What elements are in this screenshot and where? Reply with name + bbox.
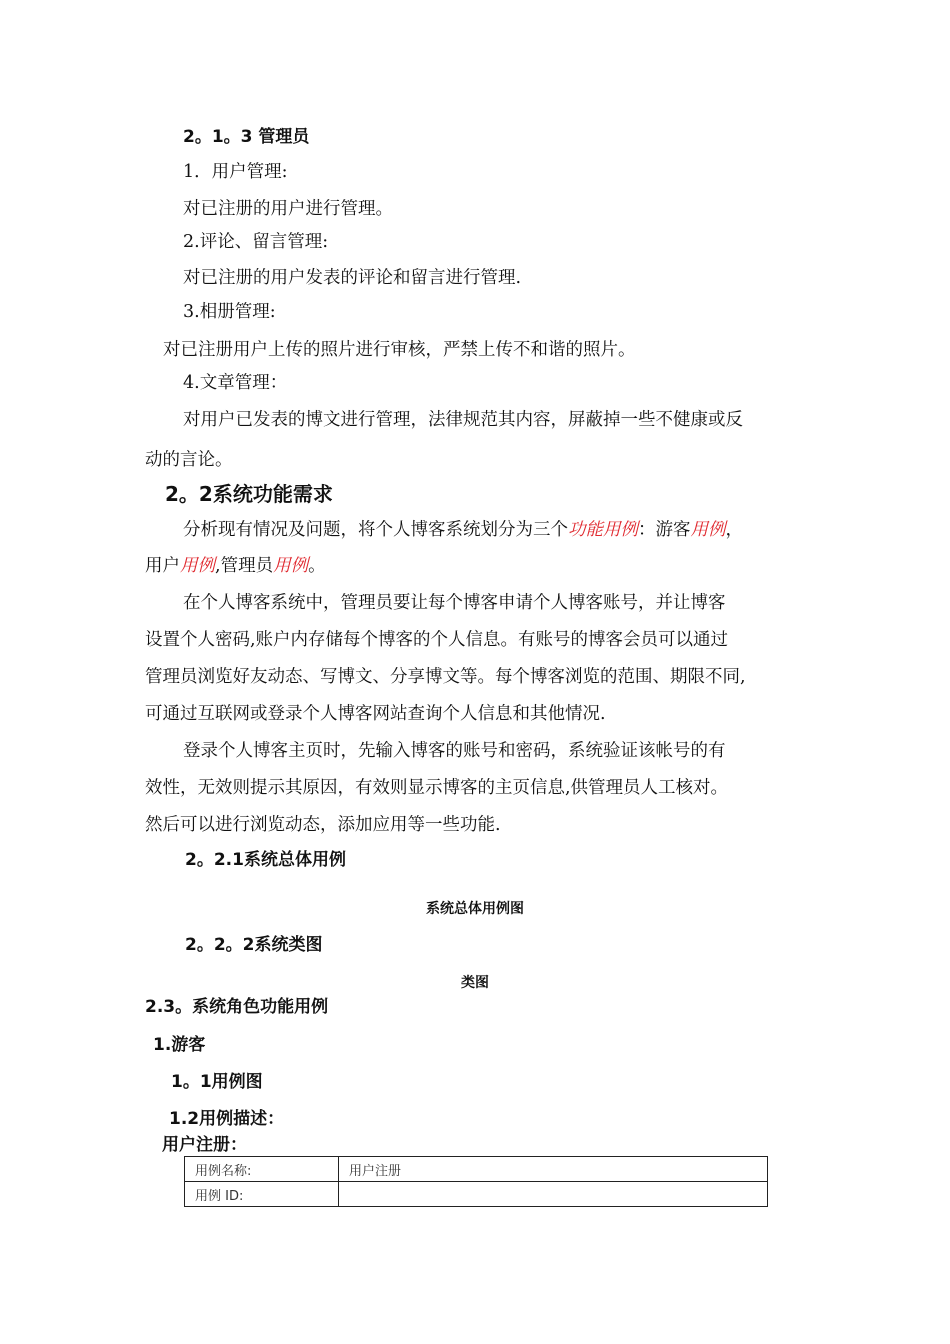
section-2-3-title: 2.3。系统角色功能用例 [145, 997, 329, 1017]
admin-item-1-desc: 对已注册的用户进行管理。 [183, 199, 393, 219]
figure-caption-class-diagram: 类图 [461, 975, 489, 991]
paragraph-2-line-3: 管理员浏览好友动态、写博文、分享博文等。每个博客浏览的范围、期限不同, [145, 667, 746, 687]
usecase-id-value [339, 1182, 768, 1207]
p1-emphasis-usecase-1: 用例 [690, 520, 726, 540]
paragraph-3-line-1: 登录个人博客主页时，先输入博客的账号和密码，系统验证该帐号的有 [183, 741, 726, 761]
usecase-table [184, 1156, 768, 1207]
usecase-diagram-title: 1。1用例图 [171, 1072, 263, 1092]
admin-item-2-heading: 2.评论、留言管理: [183, 232, 329, 252]
section-2-2-1-title: 2。2.1系统总体用例 [185, 850, 346, 870]
admin-item-1-heading: 1．用户管理: [183, 162, 288, 182]
p1-text-f: 。 [308, 556, 326, 576]
user-register-title: 用户注册： [162, 1135, 247, 1155]
p1-text-b: ：游客 [638, 520, 691, 540]
admin-item-4-desc-line1: 对用户已发表的博文进行管理，法律规范其内容，屏蔽掉一些不健康或反 [183, 410, 743, 430]
p1-text-c: ， [725, 520, 743, 540]
paragraph-3-line-3: 然后可以进行浏览动态，添加应用等一些功能. [145, 815, 501, 835]
usecase-name-value: 用户注册 [339, 1157, 768, 1182]
section-2-2-title: 2。2系统功能需求 [165, 482, 333, 506]
usecase-id-label: 用例 ID: [185, 1182, 339, 1207]
p1-text-d: 用户 [145, 556, 180, 576]
admin-item-4-desc-line2: 动的言论。 [145, 450, 233, 470]
section-2-2-2-title: 2。2。2系统类图 [185, 935, 323, 955]
section-2-1-3-title: 2。1。3 管理员 [183, 127, 310, 147]
figure-caption-overall-usecase: 系统总体用例图 [426, 901, 524, 917]
paragraph-1-line-1 [183, 518, 743, 542]
p1-emphasis-usecase-3: 用例 [273, 556, 309, 576]
p1-emphasis-function-usecase: 功能用例 [568, 520, 638, 540]
admin-item-3-heading: 3.相册管理: [183, 302, 276, 322]
paragraph-2-line-4: 可通过互联网或登录个人博客网站查询个人信息和其他情况. [145, 704, 606, 724]
admin-item-2-desc: 对已注册的用户发表的评论和留言进行管理. [183, 268, 522, 288]
usecase-description-title: 1.2用例描述： [169, 1109, 285, 1129]
usecase-name-label: 用例名称: [185, 1157, 339, 1182]
admin-item-3-desc: 对已注册用户上传的照片进行审核，严禁上传不和谐的照片。 [163, 340, 636, 360]
paragraph-2-line-1: 在个人博客系统中，管理员要让每个博客申请个人博客账号，并让博客 [183, 593, 726, 613]
p1-emphasis-usecase-2: 用例 [180, 556, 215, 576]
paragraph-1-line-2 [145, 554, 326, 578]
p1-text-a: 分析现有情况及问题，将个人博客系统划分为三个 [183, 520, 568, 540]
admin-item-4-heading: 4.文章管理： [183, 373, 288, 393]
table-row [185, 1182, 768, 1207]
paragraph-2-line-2: 设置个人密码,账户内存储每个博客的个人信息。有账号的博客会员可以通过 [145, 630, 729, 650]
table-row [185, 1157, 768, 1182]
visitor-title: 1.游客 [153, 1035, 206, 1055]
p1-text-e: ,管理员 [215, 556, 274, 576]
paragraph-3-line-2: 效性，无效则提示其原因，有效则显示博客的主页信息,供管理员人工核对。 [145, 778, 729, 798]
